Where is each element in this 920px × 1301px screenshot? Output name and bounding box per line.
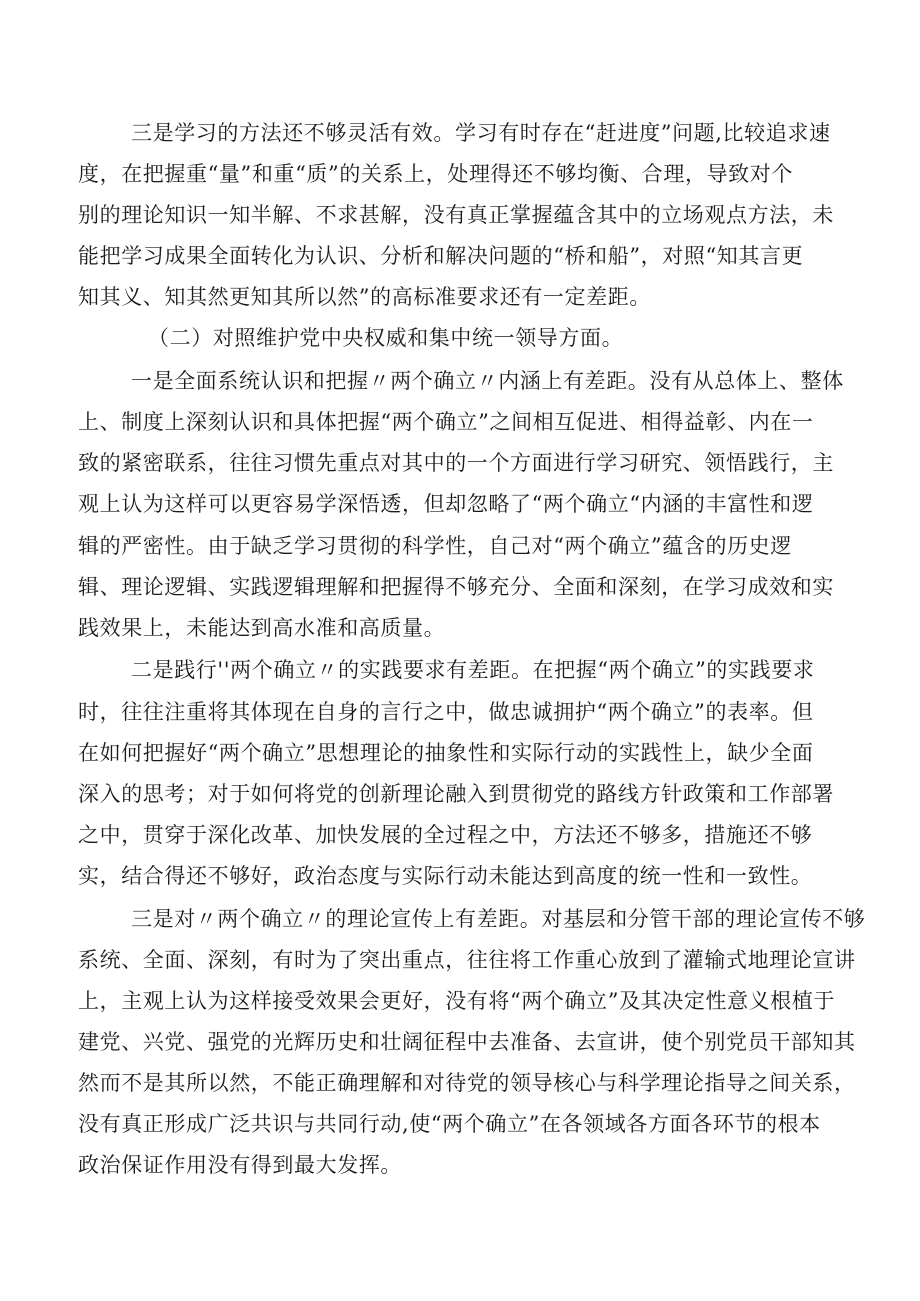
text-line: 一是全面系统认识和把握〃两个确立〃内涵上有差距。没有从总体上、整体 <box>131 369 844 393</box>
text-line: 践效果上，未能达到高水准和高质量。 <box>78 616 446 640</box>
text-line: 之中，贯穿于深化改革、加快发展的全过程之中，方法还不够多，措施还不够 <box>78 823 813 847</box>
text-line: 辑、理论逻辑、实践逻辑理解和把握得不够充分、全面和深刻，在学习成效和实 <box>78 575 834 599</box>
section-heading: （二）对照维护党中央权威和集中统一领导方面。 <box>148 326 624 350</box>
text-line: 度，在把握重“量”和重“质”的关系上，处理得还不够均衡、合理，导致对个 <box>78 162 793 186</box>
text-line: 实，结合得还不够好，政治态度与实际行动未能达到高度的统一性和一致性。 <box>78 864 813 888</box>
text-line: 二是践行''两个确立〃的实践要求有差距。在把握“两个确立”的实践要求 <box>131 658 815 682</box>
text-line: 深入的思考；对于如何将党的创新理论融入到贯彻党的路线方针政策和工作部署 <box>78 782 834 806</box>
text-line: 然而不是其所以然，不能正确理解和对待党的领导核心与科学理论指导之间关系， <box>78 1071 856 1095</box>
text-line: 在如何把握好“两个确立”思想理论的抽象性和实际行动的实践性上，缺少全面 <box>78 741 814 765</box>
text-line: 知其义、知其然更知其所以然”的高标准要求还有一定差距。 <box>78 285 651 309</box>
text-line: 能把学习成果全面转化为认识、分析和解决问题的“桥和船”，对照“知其言更 <box>78 244 804 268</box>
text-line: 观上认为这样可以更容易学深悟透，但却忽略了“两个确立“内涵的丰富性和逻 <box>78 492 814 516</box>
text-line: 没有真正形成广泛共识与共同行动,使“两个确立”在各领域各方面各环节的根本 <box>78 1112 821 1136</box>
text-line: 致的紧密联系，往往习惯先重点对其中的一个方面进行学习研究、领悟践行，主 <box>78 451 834 475</box>
text-line: 辑的严密性。由于缺乏学习贯彻的科学性，自己对“两个确立”蕴含的历史逻 <box>78 534 792 558</box>
text-line: 别的理论知识一知半解、不求甚解，没有真正掌握蕴含其中的立场观点方法，未 <box>78 203 834 227</box>
text-line: 时，往往注重将其体现在自身的言行之中，做忠诚拥护“两个确立”的表率。但 <box>78 700 814 724</box>
text-line: 上，主观上认为这样接受效果会更好，没有将“两个确立”及其决定性意义根植于 <box>78 989 836 1013</box>
text-line: 政治保证作用没有得到最大发挥。 <box>78 1153 402 1177</box>
text-line: 建党、兴党、强党的光辉历史和壮阔征程中去准备、去宣讲，使个别党员干部知其 <box>78 1030 856 1054</box>
text-line: 三是对〃两个确立〃的理论宣传上有差距。对基层和分管干部的理论宣传不够 <box>131 907 866 931</box>
text-line: 三是学习的方法还不够灵活有效。学习有时存在“赶进度”问题,比较追求速 <box>131 121 831 145</box>
text-line: 上、制度上深刻认识和具体把握“两个确立”之间相互促进、相得益彰、内在一 <box>78 410 814 434</box>
text-line: 系统、全面、深刻，有时为了突出重点，往往将工作重心放到了灌输式地理论宣讲 <box>78 948 856 972</box>
